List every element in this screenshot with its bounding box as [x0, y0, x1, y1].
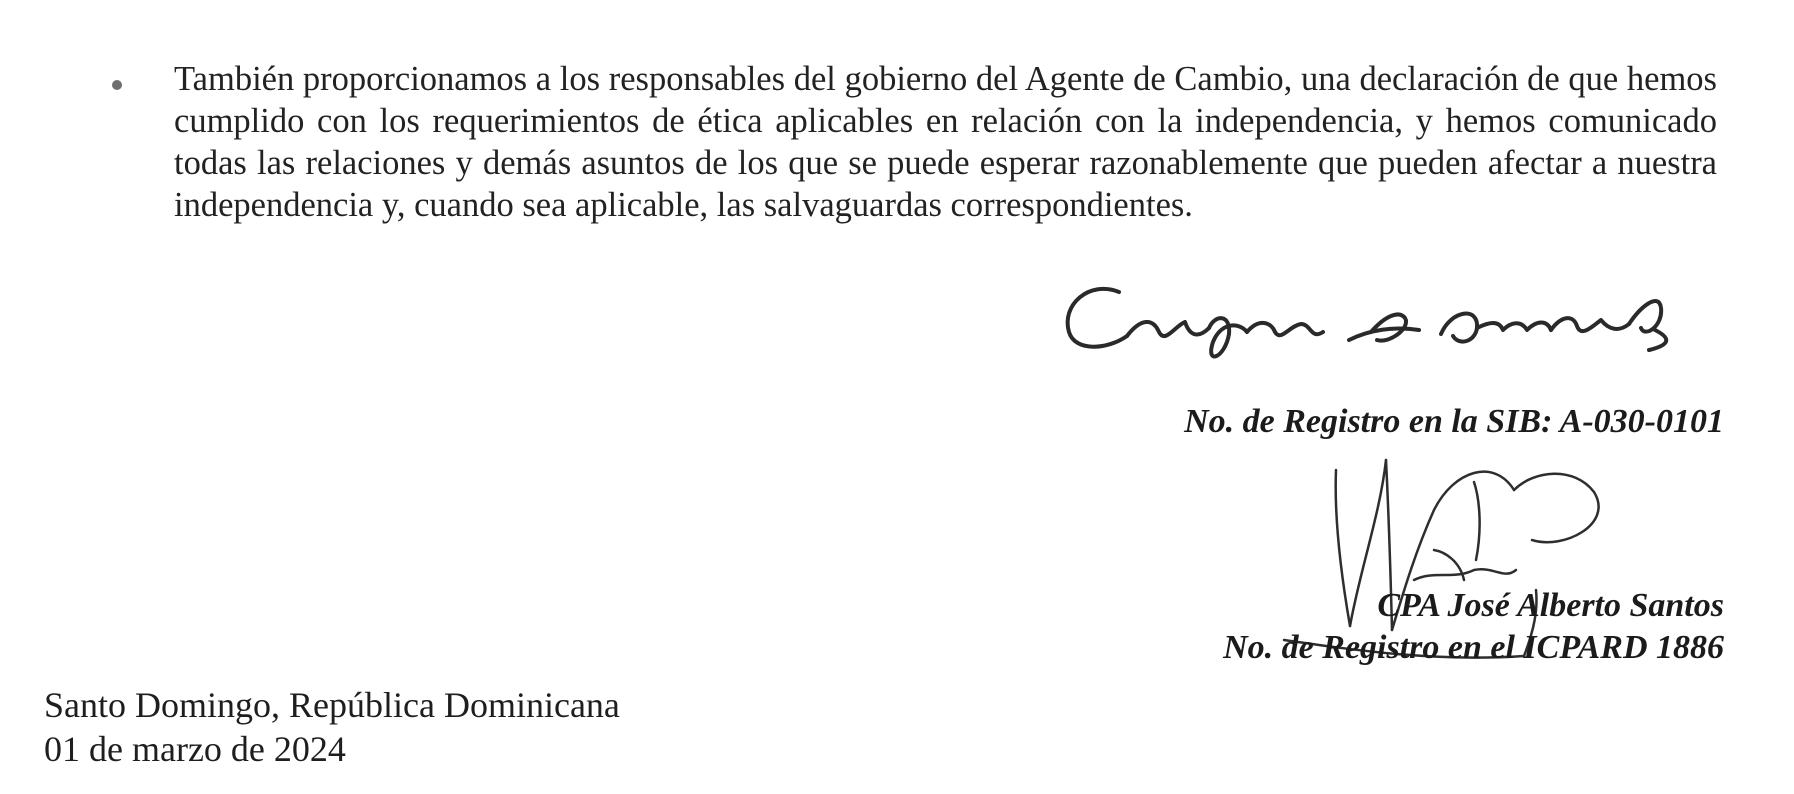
signature-block: [1024, 270, 1724, 690]
cpa-name: CPA José Alberto Santos: [1377, 587, 1724, 624]
icpard-registration: No. de Registro en el ICPARD 1886: [1223, 629, 1724, 666]
place-text: Santo Domingo, República Dominicana: [44, 685, 620, 725]
bullet-dot-icon: [112, 80, 122, 90]
sib-registration: No. de Registro en la SIB: A-030-0101: [1184, 403, 1724, 440]
place-and-date: [44, 683, 620, 771]
bullet-text: También proporcionamos a los responsables del gobierno del Agente de Cambio, una declaración de que hemos cumplido con los requerimientos de ética aplicables en relación con la independencia, y hemos comunicado todas las relaciones y demás asuntos de los que se puede esperar razonablemente que pueden afectar a nuestra independencia y, cuando sea aplicable, las salvaguardas correspondientes.: [174, 60, 1717, 224]
firm-signature-image: [1049, 270, 1709, 380]
date-text: 01 de marzo de 2024: [44, 729, 346, 769]
